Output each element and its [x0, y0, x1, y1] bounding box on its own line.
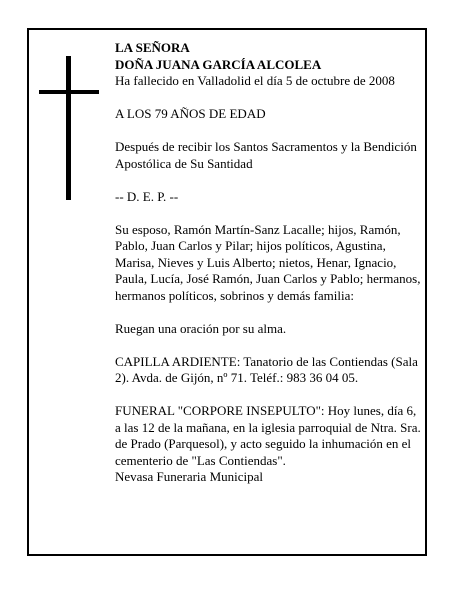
prayer-line: Ruegan una oración por su alma. — [115, 320, 287, 336]
header-line-1: LA SEÑORA — [115, 40, 190, 55]
notice-text — [115, 40, 421, 486]
deceased-name: DOÑA JUANA GARCÍA ALCOLEA — [115, 56, 322, 72]
death-announcement: Ha fallecido en Valladolid el día 5 de octubre de 2008 — [115, 73, 395, 88]
chapel-info: CAPILLA ARDIENTE: Tanatorio de las Contiendas (Sala 2). Avda. de Gijón, nº 71. Teléf.: 983 36 04 05. — [115, 353, 418, 385]
obituary-notice — [27, 28, 427, 556]
sacraments-line: Después de recibir los Santos Sacramentos y la Bendición Apostólica de Su Santidad — [115, 139, 417, 171]
family-paragraph: Su esposo, Ramón Martín-Sanz Lacalle; hijos, Ramón, Pablo, Juan Carlos y Pilar; hijos políticos, Agustina, Marisa, Nieves y Luis Alberto; nietos, Henar, Ignacio, Paula, Lucía, José Ramón, Juan Carlos y Pablo; hermanos, hermanos políticos, sobrinos y demás familia: — [115, 221, 421, 303]
dep-line: -- D. E. P. -- — [115, 188, 179, 204]
cross-horizontal-bar — [39, 90, 99, 94]
funeral-home: Nevasa Funeraria Municipal — [115, 469, 264, 484]
funeral-info: FUNERAL "CORPORE INSEPULTO": Hoy lunes, día 6, a las 12 de la mañana, en la iglesia parroquial de Ntra. Sra. de Prado (Parquesol), y acto seguido la inhumación en el cementerio de "Las Contiendas". — [115, 403, 421, 468]
age-line: A LOS 79 AÑOS DE EDAD — [115, 106, 266, 121]
cross-icon — [39, 56, 99, 200]
cross-vertical-bar — [66, 56, 71, 200]
